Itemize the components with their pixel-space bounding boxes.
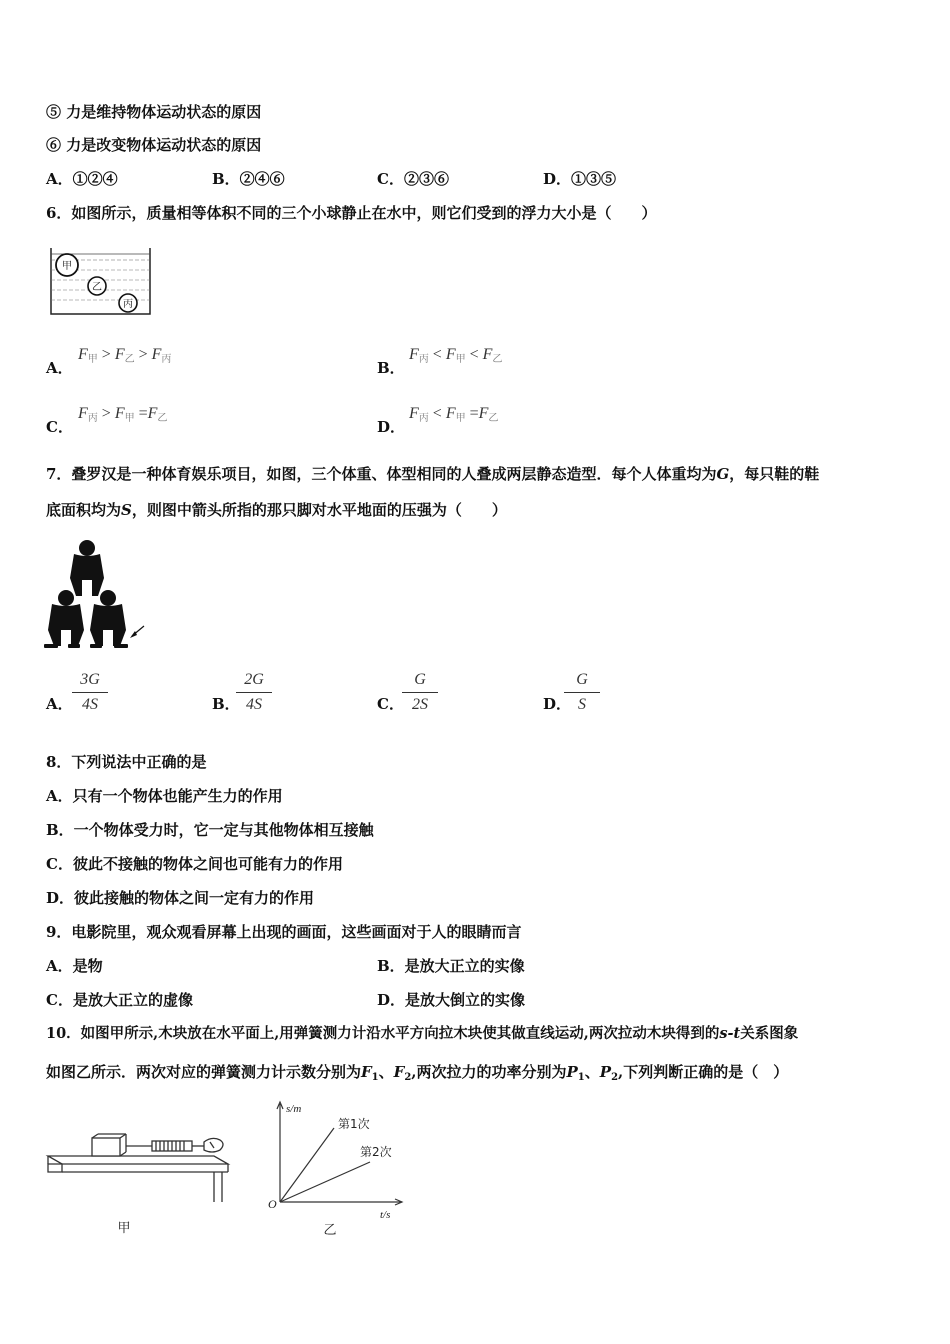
q8-stem: 8．下列说法中正确的是 <box>46 753 207 771</box>
ball-jia-label: 甲 <box>62 261 72 272</box>
q9-stem: 9．电影院里，观众观看屏幕上出现的画面，这些画面对于人的眼睛而言 <box>46 923 522 941</box>
q7-option-a-label[interactable]: A． <box>46 695 73 713</box>
q7-stem-line2: 底面积均为S，则图中箭头所指的那只脚对水平地面的压强为（ ） <box>46 501 507 519</box>
q7-figure-human-pyramid <box>44 538 150 650</box>
q6-option-d-label[interactable]: D． <box>377 418 406 436</box>
q10-stem-line2: 如图乙所示．两次对应的弹簧测力计示数分别为$F_1$、$F_2$,两次拉力的功率分别为$P_1$、$P_2$,下列判断正确的是（ ） <box>46 1063 789 1083</box>
q5-option-b[interactable]: B．②④⑥ <box>212 170 285 188</box>
ball-bing-label: 丙 <box>123 299 133 310</box>
q5-option-d[interactable]: D．①③⑤ <box>543 170 617 188</box>
q9-option-d[interactable]: D．是放大倒立的实像 <box>377 991 526 1009</box>
q8-option-b[interactable]: B．一个物体受力时，它一定与其他物体相互接触 <box>46 821 374 839</box>
q6-option-b-label[interactable]: B． <box>377 359 405 377</box>
series-first-label: 第1次 <box>338 1117 370 1131</box>
q7-option-b-fraction: 2G 4S <box>234 670 274 715</box>
q6-figure-beaker <box>46 246 156 318</box>
q6-option-a-label[interactable]: A． <box>46 359 73 377</box>
q8-option-c[interactable]: C．彼此不接触的物体之间也可能有力的作用 <box>46 855 343 873</box>
q6-stem: 6．如图所示，质量相等体积不同的三个小球静止在水中，则它们受到的浮力大小是（ ） <box>46 204 657 222</box>
q10-stem-line1: 10．如图甲所示,木块放在水平面上,用弹簧测力计沿水平方向拉木块使其做直线运动,两次拉动木块得到的s-t关系图象 <box>46 1025 799 1042</box>
statement-6: ⑥ 力是改变物体运动状态的原因 <box>46 136 262 154</box>
q10-figure-yi-label: 乙 <box>323 1223 337 1238</box>
q5-option-a[interactable]: A．①②④ <box>46 170 118 188</box>
origin-label: O <box>268 1197 277 1211</box>
x-axis-label: t/s <box>380 1209 391 1221</box>
q7-option-c-label[interactable]: C． <box>377 695 404 713</box>
series-second-label: 第2次 <box>360 1145 392 1159</box>
q9-option-b[interactable]: B．是放大正立的实像 <box>377 957 525 975</box>
q10-figure-yi-st-graph <box>262 1098 412 1240</box>
series-second <box>280 1162 370 1202</box>
q6-option-b-expr: $F_丙 < F_甲 < F_乙$ <box>409 346 503 365</box>
q8-option-d[interactable]: D．彼此接触的物体之间一定有力的作用 <box>46 889 315 907</box>
q6-option-c-label[interactable]: C． <box>46 418 73 436</box>
ball-yi-label: 乙 <box>92 282 102 293</box>
q7-option-d-fraction: G S <box>562 670 602 715</box>
q6-option-a-expr: $F_甲 > F_乙 > F_丙$ <box>78 346 172 365</box>
q7-option-c-fraction: G 2S <box>400 670 440 715</box>
q6-option-c-expr: $F_丙 > F_甲 =F_乙$ <box>78 405 168 424</box>
statement-5: ⑤ 力是维持物体运动状态的原因 <box>46 103 262 121</box>
q10-figure-jia-label: 甲 <box>117 1221 131 1236</box>
q9-option-c[interactable]: C．是放大正立的虚像 <box>46 991 193 1009</box>
q5-option-c[interactable]: C．②③⑥ <box>377 170 449 188</box>
q9-option-a[interactable]: A．是物 <box>46 957 103 975</box>
q6-option-d-expr: $F_丙 < F_甲 =F_乙$ <box>409 405 499 424</box>
q10-figure-jia <box>44 1128 244 1240</box>
series-first <box>280 1128 334 1202</box>
y-axis-label: s/m <box>286 1103 302 1115</box>
q8-option-a[interactable]: A．只有一个物体也能产生力的作用 <box>46 787 283 805</box>
q7-option-d-label[interactable]: D． <box>543 695 572 713</box>
q7-stem-line1: 7．叠罗汉是一种体育娱乐项目，如图，三个体重、体型相同的人叠成两层静态造型．每个人体重均为G，每只鞋的鞋 <box>46 465 820 483</box>
q7-option-b-label[interactable]: B． <box>212 695 240 713</box>
q7-option-a-fraction: 3G 4S <box>70 670 110 715</box>
